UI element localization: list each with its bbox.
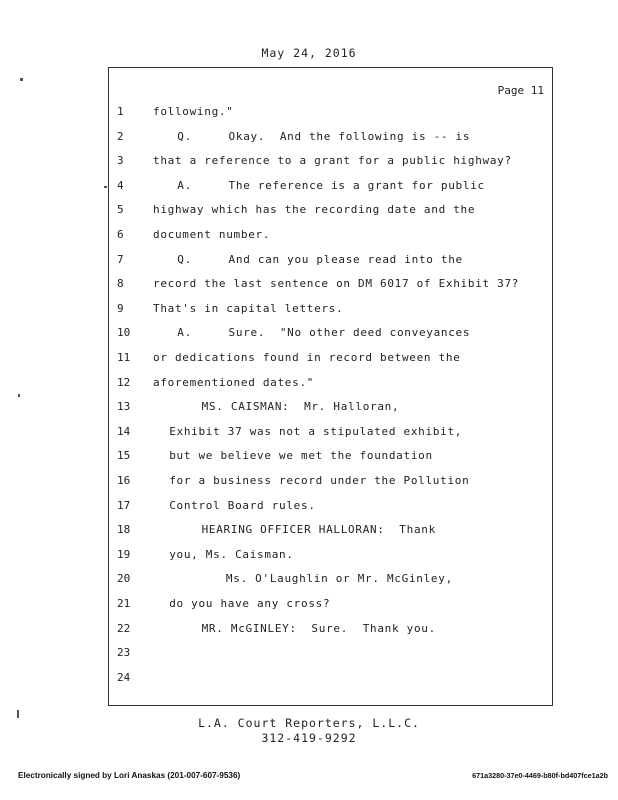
line-number: 23 bbox=[117, 646, 131, 660]
line-text: Q. Okay. And the following is -- is bbox=[177, 129, 471, 143]
line-text: MS. CAISMAN: Mr. Halloran, bbox=[201, 400, 400, 414]
line-text: do you have any cross? bbox=[169, 597, 331, 610]
line-text: document number. bbox=[153, 228, 271, 241]
transcript-line bbox=[109, 154, 554, 172]
line-text: you, Ms. Caisman. bbox=[169, 547, 294, 561]
scan-speck bbox=[20, 78, 23, 81]
transcript-line bbox=[109, 474, 554, 492]
line-number: 17 bbox=[117, 498, 131, 512]
footer-company: L.A. Court Reporters, L.L.C. bbox=[198, 716, 420, 730]
line-number: 12 bbox=[117, 375, 131, 389]
line-text: Q. And can you please read into the bbox=[177, 252, 463, 266]
e-signature-text: Electronically signed by Lori Anaskas (201-007-607-9536) bbox=[18, 771, 241, 780]
line-number: 2 bbox=[117, 129, 124, 143]
line-text: that a reference to a grant for a public highway? bbox=[153, 154, 512, 168]
line-text: or dedications found in record between the bbox=[153, 351, 461, 364]
line-text: for a business record under the Pollution bbox=[169, 474, 470, 487]
line-number: 10 bbox=[117, 326, 131, 340]
line-number: 22 bbox=[117, 621, 131, 635]
line-text: aforementioned dates." bbox=[153, 375, 315, 389]
transcript-line bbox=[109, 425, 554, 443]
transcript-line bbox=[109, 449, 554, 467]
line-text: A. The reference is a grant for public bbox=[177, 178, 485, 192]
transcript-line bbox=[109, 179, 554, 197]
line-number: 14 bbox=[117, 424, 131, 438]
line-text: record the last sentence on DM 6017 of Exhibit 37? bbox=[153, 277, 520, 291]
line-text: but we believe we met the foundation bbox=[169, 449, 433, 463]
line-number: 7 bbox=[117, 252, 124, 266]
line-number: 24 bbox=[117, 670, 131, 684]
line-number: 21 bbox=[117, 597, 131, 610]
line-text: HEARING OFFICER HALLORAN: Thank bbox=[201, 523, 436, 537]
line-number: 8 bbox=[117, 277, 124, 291]
transcript-line bbox=[109, 646, 554, 664]
line-text: Ms. O'Laughlin or Mr. McGinley, bbox=[225, 572, 453, 586]
document-id: 671a3280-37e0-4469-b80f-bd407fce1a2b bbox=[472, 771, 608, 780]
line-number: 6 bbox=[117, 228, 124, 241]
line-text: That's in capital letters. bbox=[153, 301, 344, 315]
line-number: 16 bbox=[117, 474, 131, 487]
page-number: Page 11 bbox=[497, 84, 544, 97]
scan-speck bbox=[104, 186, 107, 188]
line-text: A. Sure. "No other deed conveyances bbox=[177, 326, 471, 340]
transcript-line bbox=[109, 523, 554, 541]
line-text: Control Board rules. bbox=[169, 498, 316, 512]
line-number: 1 bbox=[117, 105, 124, 118]
transcript-line bbox=[109, 376, 554, 394]
transcript-line bbox=[109, 597, 554, 615]
transcript-line bbox=[109, 671, 554, 689]
line-text: Exhibit 37 was not a stipulated exhibit, bbox=[169, 424, 463, 438]
transcript-line bbox=[109, 130, 554, 148]
transcript-line bbox=[109, 351, 554, 369]
header-date: May 24, 2016 bbox=[261, 46, 357, 60]
line-number: 4 bbox=[117, 178, 124, 192]
transcript-line bbox=[109, 228, 554, 246]
transcript-line bbox=[109, 572, 554, 590]
line-number: 19 bbox=[117, 547, 131, 561]
transcript-line bbox=[109, 302, 554, 320]
transcript-line bbox=[109, 548, 554, 566]
transcript-line bbox=[109, 203, 554, 221]
transcript-line bbox=[109, 253, 554, 271]
scan-speck bbox=[17, 710, 19, 718]
line-number: 18 bbox=[117, 523, 131, 537]
transcript-line bbox=[109, 277, 554, 295]
transcript-line bbox=[109, 400, 554, 418]
transcript-line bbox=[109, 622, 554, 640]
line-number: 9 bbox=[117, 301, 124, 315]
footer-phone: 312-419-9292 bbox=[261, 731, 357, 745]
line-number: 15 bbox=[117, 449, 131, 463]
transcript-line bbox=[109, 326, 554, 344]
line-number: 20 bbox=[117, 572, 131, 586]
line-number: 11 bbox=[117, 351, 131, 364]
line-number: 3 bbox=[117, 154, 124, 168]
line-number: 5 bbox=[117, 203, 124, 217]
transcript-line bbox=[109, 105, 554, 123]
transcript-frame bbox=[108, 67, 553, 706]
line-text: following." bbox=[153, 105, 234, 118]
transcript-line bbox=[109, 499, 554, 517]
scan-speck bbox=[18, 394, 20, 397]
line-text: highway which has the recording date and the bbox=[153, 203, 476, 217]
line-number: 13 bbox=[117, 400, 131, 414]
line-text: MR. McGINLEY: Sure. Thank you. bbox=[201, 621, 436, 635]
